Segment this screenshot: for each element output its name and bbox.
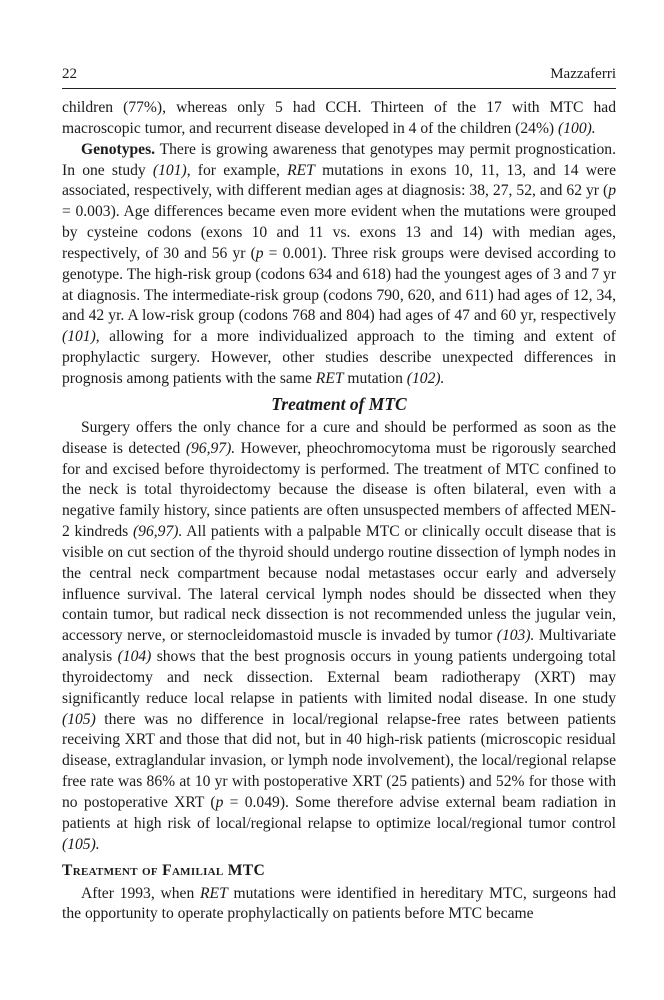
paragraph-genotypes: Genotypes. There is growing awareness that genotypes may permit prognostication. In one study (101), for example, RET mutations in exons 10, 11, 13, and 14 were associated, respectively, with different median ages at diagnosis: 38, 27, 52, and 62 yr (p = 0.003). Age differences became even more evident when the mutations were grouped by cysteine codons (exons 10 and 11 vs. exons 13 and 14) with median ages, respectively, of 30 and 56 yr (p = 0.001). Three risk groups were devised according to genotype. The high-risk group (codons 634 and 618) had the youngest ages of 3 and 7 yr at diagnosis. The intermediate-risk group (codons 790, 620, and 611) had ages of 12, 34, and 42 yr. A low-risk group (codons 768 and 804) had ages of 47 and 60 yr, respectively (101), allowing for a more individualized approach to the timing and extent of prophylactic surgery. However, other studies describe unexpected differences in prognosis among patients with the same RET mutation (102). (62, 140, 617, 387)
citation: (104) (117, 648, 152, 666)
p-value-symbol: p (255, 244, 264, 262)
subsection-heading: Treatment of Familial MTC (62, 861, 266, 879)
page-header (62, 66, 616, 83)
section-heading: Treatment of MTC (271, 393, 407, 414)
citation: (102). (406, 369, 445, 387)
gene-name: RET (315, 369, 344, 387)
citation: (103). (496, 627, 535, 645)
page-number: 22 (62, 66, 77, 82)
header-rule (62, 88, 616, 89)
citation: (100). (558, 119, 596, 137)
run-in-heading: Genotypes. (81, 140, 156, 158)
running-head: Mazzaferri (550, 66, 616, 82)
citation: (96,97). (132, 523, 183, 541)
p-value-symbol: p (215, 794, 224, 811)
p-value-symbol: p (608, 182, 616, 200)
citation: (96,97). (185, 439, 236, 457)
citation: (101) (62, 328, 96, 346)
paragraph-familial: After 1993, when RET mutations were identified in hereditary MTC, surgeons had the opportunity to operate prophylactically on patients before MTC became (62, 884, 616, 923)
citation: (101) (152, 161, 187, 179)
citation: (105) (62, 710, 96, 728)
paragraph-continued: children (77%), whereas only 5 had CCH. Thirteen of the 17 with MTC had macroscopic tumor, and recurrent disease developed in 4 of the children (24%) (100). (62, 99, 616, 137)
paragraph-treatment: Surgery offers the only chance for a cure and should be performed as soon as the disease is detected (96,97). However, pheochromocytoma must be rigorously searched for and excised before thyroidectomy is performed. The treatment of MTC confined to the neck is total thyroidectomy because the disease is often bilateral, even with a negative family history, since patients are often unsuspected members of affected MEN-2 kindreds (96,97). All patients with a palpable MTC or clinically occult disease that is visible on cut section of the thyroid should undergo routine dissection of lymph nodes in the central neck compartment because nodal metastases occur early and adversely influence survival. The lateral cervical lymph nodes should be dissected when they contain tumor, but radical neck dissection is not recommended unless the jugular vein, accessory nerve, or sternocleidomastoid muscle is invaded by tumor (103). Multivariate analysis (104) shows that the best prognosis occurs in young patients undergoing total thyroidectomy and neck dissection. External beam radiotherapy (XRT) may significantly reduce local relapse in patients with limited nodal disease. In one study (105) there was no difference in local/regional relapse-free rates between patients receiving XRT and those that did not, but in 40 high-risk patients (microscopic residual disease, extraglandular invasion, or lymph node involvement), the local/regional relapse free rate was 86% at 10 yr with postoperative XRT (25 patients) and 52% for those with no postoperative XRT (p = 0.049). Some therefore advise external beam radiation in patients at high risk of local/regional relapse to optimize local/regional tumor control (105). (62, 418, 616, 853)
citation: (105). (62, 835, 100, 853)
gene-name: RET (287, 161, 315, 179)
body-text (62, 98, 616, 925)
gene-name: RET (200, 884, 228, 902)
